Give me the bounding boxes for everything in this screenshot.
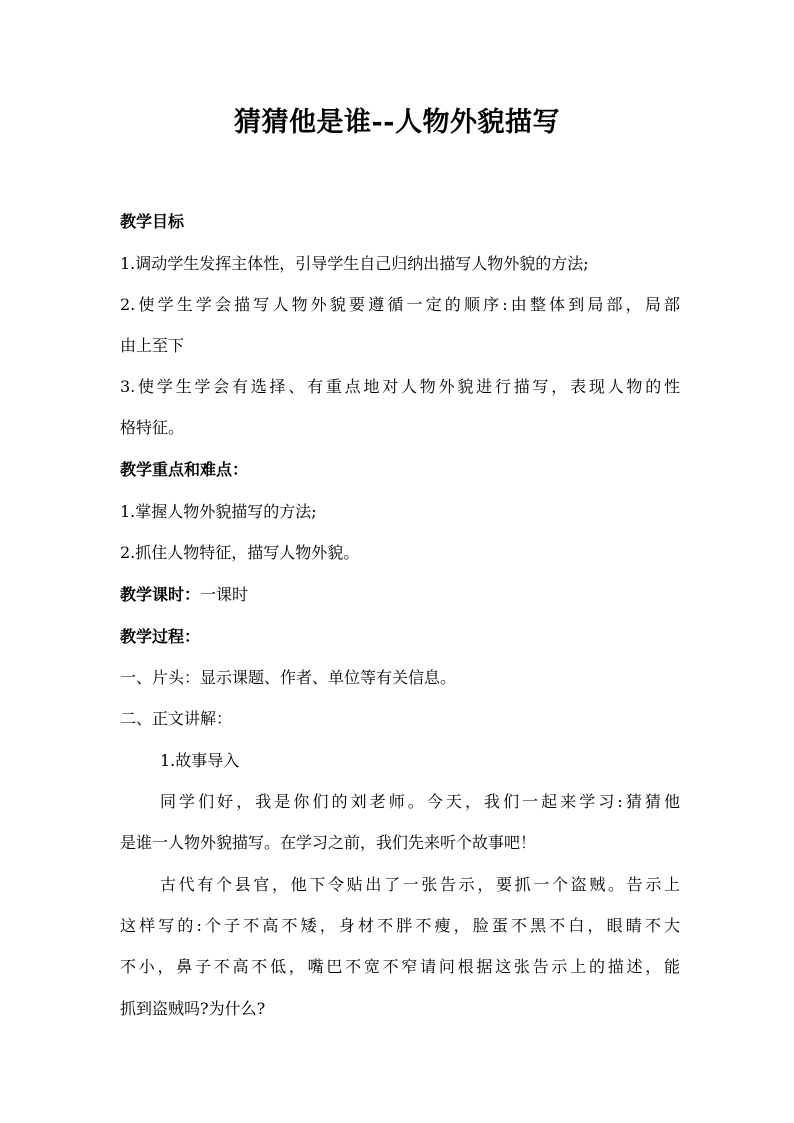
key-point-item-1: 1.掌握人物外貌描写的方法; <box>120 502 317 521</box>
paragraph-1-line-2: 是谁一人物外貌描写。在学习之前，我们先来听个故事吧！ <box>120 833 537 852</box>
process-step-1: 一、片头：显示课题、作者、单位等有关信息。 <box>120 668 457 687</box>
class-hours-value: 一课时 <box>200 585 249 604</box>
paragraph-2-line-3: 不小，鼻子不高不低，嘴巴不宽不窄请问根据这张告示上的描述，能 <box>120 957 680 976</box>
class-hours-line <box>120 585 680 605</box>
key-points-heading: 教学重点和难点： <box>120 460 249 479</box>
paragraph-2-line-2: 这样写的:个子不高不矮，身材不胖不瘦，脸蛋不黑不白，眼睛不大 <box>120 916 680 935</box>
objective-item-1: 1.调动学生发挥主体性，引导学生自己归纳出描写人物外貌的方法; <box>120 254 589 273</box>
class-hours-label: 教学课时： <box>120 585 201 604</box>
objectives-heading: 教学目标 <box>120 212 185 231</box>
objective-item-3-line-2: 格特征。 <box>120 418 185 437</box>
key-point-item-2: 2.抓住人物特征，描写人物外貌。 <box>120 543 360 562</box>
paragraph-2-line-1: 古代有个县官，他下令贴出了一张告示，要抓一个盗贼。告示上 <box>160 875 680 894</box>
process-heading: 教学过程： <box>120 627 201 646</box>
process-subsection-1: 1.故事导入 <box>160 751 240 770</box>
paragraph-1-line-1: 同学们好，我是你们的刘老师。今天，我们一起来学习:猜猜他 <box>160 792 680 811</box>
objective-item-3-line-1: 3.使学生学会有选择、有重点地对人物外貌进行描写，表现人物的性 <box>120 377 680 396</box>
document-title: 猜猜他是谁--人物外貌描写 <box>234 107 560 138</box>
process-step-2: 二、正文讲解： <box>120 709 233 728</box>
paragraph-2-line-4: 抓到盗贼吗?为什么? <box>120 999 266 1018</box>
objective-item-2-line-2: 由上至下 <box>120 336 185 355</box>
objective-item-2-line-1: 2.使学生学会描写人物外貌要遵循一定的顺序:由整体到局部，局部 <box>120 295 680 314</box>
